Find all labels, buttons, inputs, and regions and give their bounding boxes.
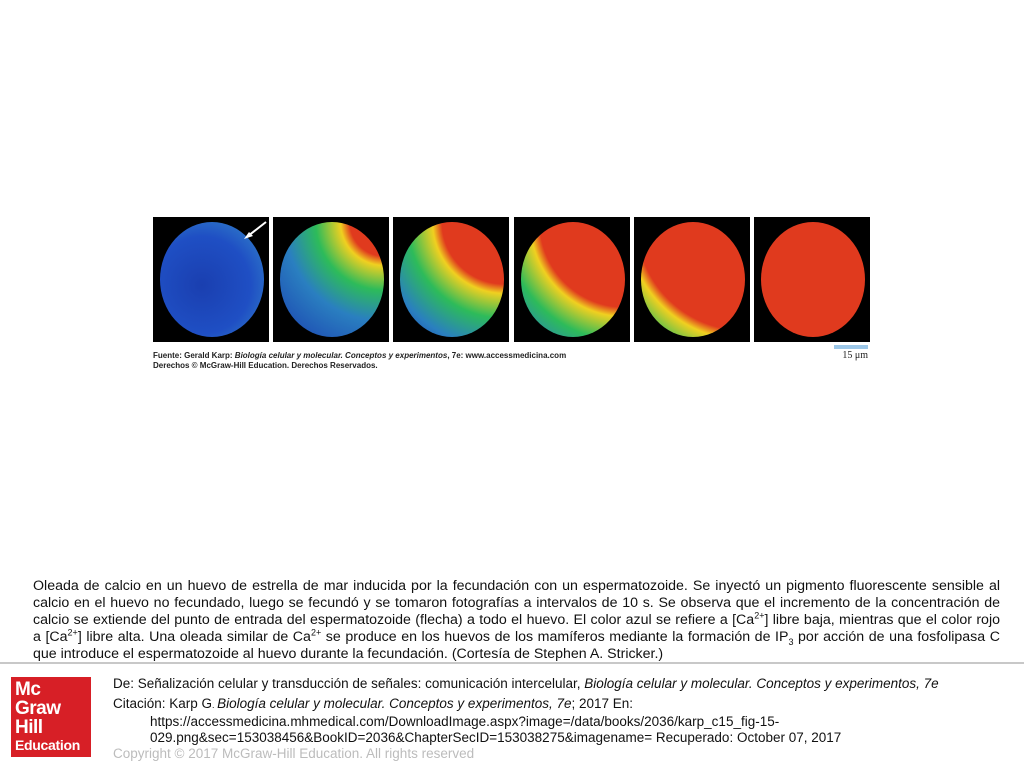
egg-image — [521, 222, 625, 337]
figure-source-line-1 — [153, 351, 566, 361]
citation — [113, 696, 873, 747]
scale-bar — [834, 345, 868, 349]
source-book: Biología celular y molecular. Conceptos y experimentos, 7e — [584, 676, 939, 691]
egg-panel-6 — [754, 217, 870, 342]
egg-image — [641, 222, 745, 337]
logo-line: Mc — [15, 679, 41, 700]
logo-line: Hill — [15, 717, 43, 738]
citation-book: Biología celular y molecular. Conceptos y experimentos, 7e — [217, 696, 572, 711]
caption-text: ] libre alta. Una oleada similar de Ca — [77, 629, 311, 645]
citation-prefix: Citación: Karp G — [113, 696, 213, 711]
caption-text: se produce en los huevos de los mamíferos mediante la formación de IP — [321, 629, 789, 645]
citation-url[interactable]: https://accessmedicina.mhmedical.com/DownloadImage.aspx?image=/data/books/2036/karp_c15_fig-15-029.png&sec=153038456&BookID=2036&ChapterSecID=153038275&imagename= Recuperado: October 07, 2017 — [150, 713, 842, 745]
source-book-title: Biología celular y molecular. Conceptos y experimentos — [234, 351, 448, 360]
figure-caption — [33, 578, 1000, 663]
caption-text: ] libre baja, mientras que el color rojo a [Ca — [33, 612, 1000, 645]
source-chapter: De: Señalización celular y transducción de señales: comunicación intercelular, — [113, 676, 585, 691]
source-prefix: Fuente: Gerald Karp: — [153, 351, 235, 360]
egg-image — [761, 222, 865, 337]
caption-superscript: 2+ — [67, 627, 78, 638]
egg-panel-2 — [273, 217, 389, 342]
egg-panel-4 — [514, 217, 630, 342]
logo-line: Graw — [15, 698, 61, 719]
arrow-icon — [241, 219, 269, 243]
caption-subscript: 3 — [788, 636, 794, 647]
source-line — [113, 675, 939, 692]
figure-panels — [153, 217, 870, 342]
citation-dot: . — [212, 700, 218, 710]
egg-image — [400, 222, 504, 337]
copyright-notice: Copyright © 2017 McGraw-Hill Education. All rights reserved — [113, 746, 475, 761]
figure-source-line-2: Derechos © McGraw-Hill Education. Derechos Reservados. — [153, 361, 378, 370]
egg-image — [280, 222, 384, 337]
egg-panel-1 — [153, 217, 269, 342]
caption-superscript: 2+ — [754, 610, 765, 621]
footer-divider — [0, 662, 1024, 664]
caption-superscript: 2+ — [310, 627, 322, 638]
calcium-wave-figure — [153, 217, 870, 375]
citation-suffix: ; 2017 En: — [571, 696, 634, 711]
figure-source — [153, 351, 566, 371]
egg-panel-5 — [634, 217, 750, 342]
logo-line: Education — [15, 737, 80, 753]
source-suffix: , 7e: www.accessmedicina.com — [447, 351, 567, 360]
caption-text: por acción de una fosfolipasa C que introduce el espermatozoide al huevo durante la fecundación. (Cortesía de Stephen A. Stricker.) — [33, 629, 1000, 662]
scale-label: 15 μm — [842, 350, 868, 361]
mcgraw-hill-logo — [11, 677, 91, 757]
caption-text: Oleada de calcio en un huevo de estrella de mar inducida por la fecundación con un espermatozoide. Se inyectó un pigmento fluorescente sensible al calcio en el huevo no fecundado, luego se fecundó y se tomaron fotografías a intervalos de 10 s. Se observa que el incremento de la concentración de calcio se extiende del punto de entrada del espermatozoide (flecha) a todo el huevo. El color azul se refiere a [Ca — [33, 578, 1000, 628]
egg-panel-3 — [393, 217, 509, 342]
